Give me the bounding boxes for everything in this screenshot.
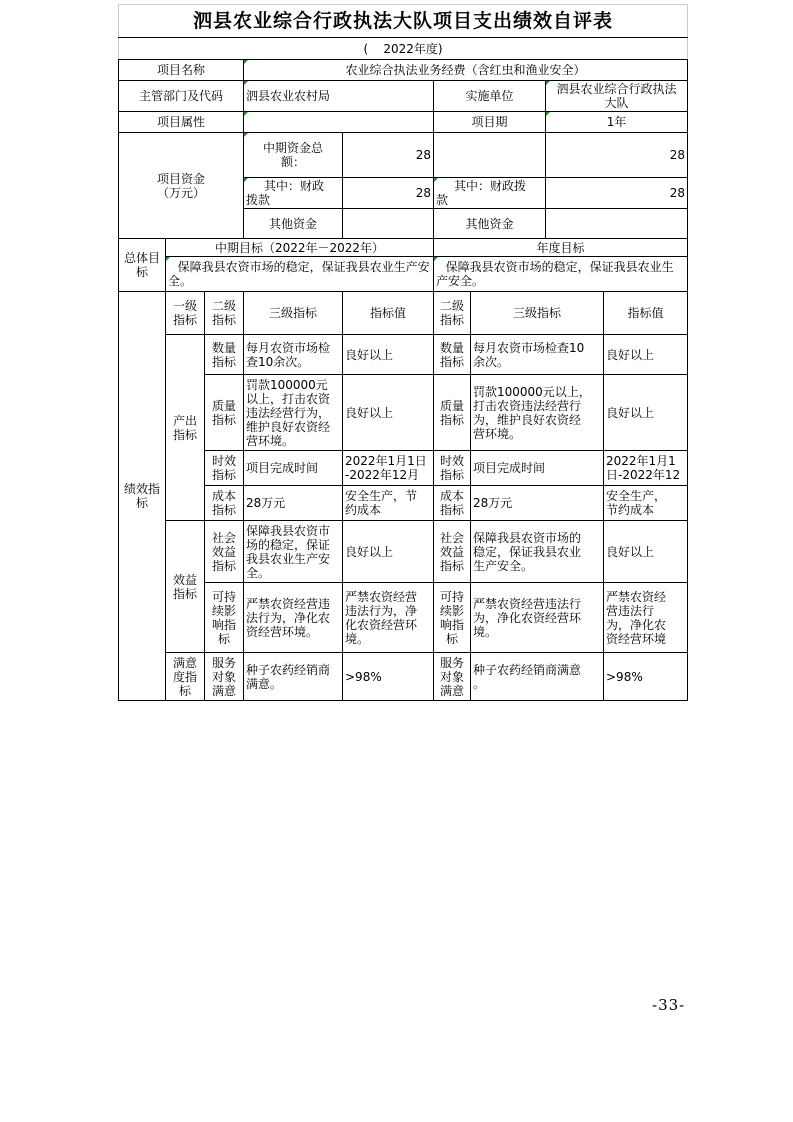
label-mid-goal: 中期目标（2022年－2022年） [166,239,434,257]
table-row [119,335,688,375]
table-title: 泗县农业综合行政执法大队项目支出绩效自评表 [119,5,688,38]
value-mid-fin: 28 [343,178,434,209]
label-mid-total: 中期资金总 额： [244,133,343,178]
lvl1-output: 产出 指标 [166,335,205,521]
value-dept: 泗县农业农村局 [244,81,434,112]
header-lvl1: 一级 指标 [166,292,205,335]
row6-yl3: 种子农药经销商满意 。 [471,653,604,701]
header-yr-value: 指标值 [604,292,688,335]
table-row [119,375,688,451]
row5-yl2: 可持 续影 响指 标 [434,583,471,653]
value-yr-total: 28 [546,133,688,178]
row0-yv: 良好以上 [604,335,688,375]
row1-l3: 罚款100000元 以上，打击农资 违法经营行为， 维护良好农资经 营环境。 [244,375,343,451]
value-impl-unit: 泗县农业综合行政执法 大队 [546,81,688,112]
row0-l2: 数量 指标 [205,335,244,375]
row1-yl2: 质量 指标 [434,375,471,451]
value-attr [244,112,434,133]
row4-yl3: 保障我县农资市场的 稳定，保证我县农业 生产安全。 [471,521,604,583]
label-dept: 主管部门及代码 [119,81,244,112]
row0-yl2: 数量 指标 [434,335,471,375]
lvl1-benefit: 效益 指标 [166,521,205,653]
row4-l3: 保障我县农资市 场的稳定，保证 我县农业生产安 全。 [244,521,343,583]
label-project-name: 项目名称 [119,60,244,81]
row3-yl2: 成本 指标 [434,486,471,521]
header-yr-lvl3: 三级指标 [471,292,604,335]
performance-table [118,4,688,701]
value-project-name: 农业综合执法业务经费（含红虫和渔业安全） [244,60,688,81]
row2-yv: 2022年1月1 日-2022年12 [604,451,688,486]
row2-l2: 时效 指标 [205,451,244,486]
label-period: 项目期 [434,112,546,133]
header-lvl3: 三级指标 [244,292,343,335]
row3-v: 安全生产，节 约成本 [343,486,434,521]
table-row [119,583,688,653]
row6-l2: 服务 对象 满意 [205,653,244,701]
row4-l2: 社会 效益 指标 [205,521,244,583]
row5-l2: 可持 续影 响指 标 [205,583,244,653]
row3-yl3: 28万元 [471,486,604,521]
value-yr-fin: 28 [546,178,688,209]
row6-yv: >98% [604,653,688,701]
row4-v: 良好以上 [343,521,434,583]
label-yr-other: 其他资金 [434,209,546,239]
row1-yv: 良好以上 [604,375,688,451]
row3-yv: 安全生产， 节约成本 [604,486,688,521]
value-yr-other [546,209,688,239]
row1-v: 良好以上 [343,375,434,451]
table-row [119,521,688,583]
page-number: -33- [652,996,686,1014]
report-year: ( 2022年度) [119,38,688,60]
row0-l3: 每月农资市场检 查10余次。 [244,335,343,375]
value-period: 1年 [546,112,688,133]
row6-l3: 种子农药经销商 满意。 [244,653,343,701]
row2-yl2: 时效 指标 [434,451,471,486]
value-mid-total: 28 [343,133,434,178]
row6-yl2: 服务 对象 满意 [434,653,471,701]
table-row [119,653,688,701]
row5-yl3: 严禁农资经营违法行 为，净化农资经营环 境。 [471,583,604,653]
row2-yl3: 项目完成时间 [471,451,604,486]
header-lvl2: 二级 指标 [205,292,244,335]
header-value: 指标值 [343,292,434,335]
row0-v: 良好以上 [343,335,434,375]
header-yr-lvl2: 二级 指标 [434,292,471,335]
label-impl-unit: 实施单位 [434,81,546,112]
report-sheet [118,4,687,701]
value-year-goal: 保障我县农资市场的稳定，保证我县农业生产安全。 [434,257,688,292]
row4-yl2: 社会 效益 指标 [434,521,471,583]
value-mid-other [343,209,434,239]
row6-v: >98% [343,653,434,701]
row2-l3: 项目完成时间 [244,451,343,486]
row1-l2: 质量 指标 [205,375,244,451]
row1-yl3: 罚款100000元以上， 打击农资违法经营行 为，维护良好农资经 营环境。 [471,375,604,451]
row3-l2: 成本 指标 [205,486,244,521]
row3-l3: 28万元 [244,486,343,521]
label-funds: 项目资金 （万元） [119,133,244,239]
row0-yl3: 每月农资市场检查10 余次。 [471,335,604,375]
row4-yv: 良好以上 [604,521,688,583]
row5-v: 严禁农资经营 违法行为，净 化农资经营环 境。 [343,583,434,653]
label-mid-other: 其他资金 [244,209,343,239]
label-year-goal: 年度目标 [434,239,688,257]
row5-yv: 严禁农资经 营违法行 为，净化农 资经营环境 [604,583,688,653]
label-goal: 总体目 标 [119,239,166,292]
label-yr-fin: 其中：财政拨 款 [434,178,546,209]
table-row [119,486,688,521]
label-attr: 项目属性 [119,112,244,133]
label-mid-fin: 其中：财政 拨款 [244,178,343,209]
label-yr-total [434,133,546,178]
table-row [119,451,688,486]
value-mid-goal: 保障我县农资市场的稳定，保证我县农业生产安全。 [166,257,434,292]
lvl1-satisfaction: 满意 度指 标 [166,653,205,701]
row2-v: 2022年1月1日 -2022年12月 [343,451,434,486]
row5-l3: 严禁农资经营违 法行为，净化农 资经营环境。 [244,583,343,653]
label-perf: 绩效指 标 [119,292,166,701]
